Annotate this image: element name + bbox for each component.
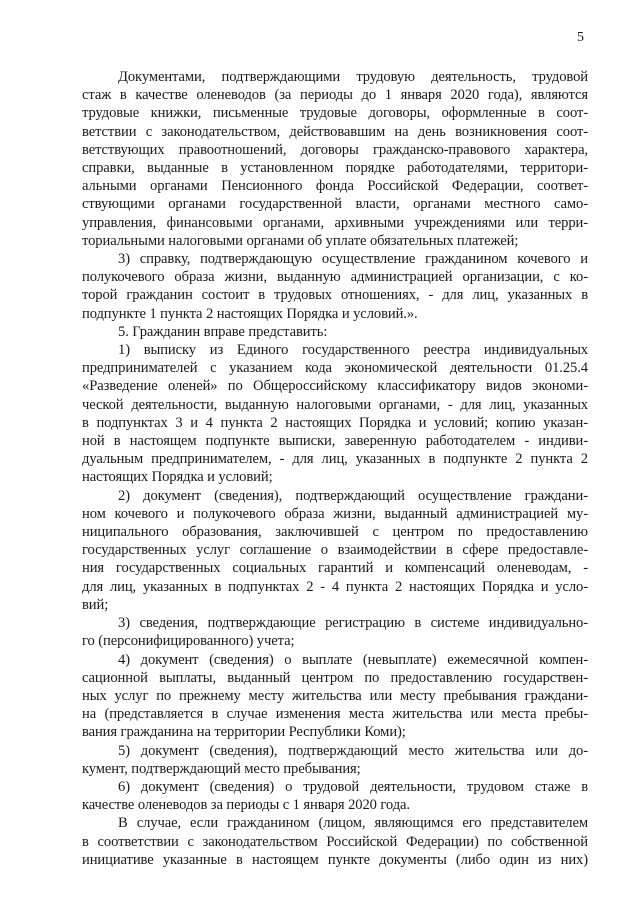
text-line: справки, выданные в установленном порядке работодателями, территори- <box>82 160 588 177</box>
paragraph-item-2-document <box>82 487 588 614</box>
text-line: го (персонифицированного) учета; <box>82 633 295 650</box>
text-line: 5. Гражданин вправе представить: <box>118 323 328 340</box>
text-line: в соответствии с законодательством Российской Федерации) по собственной <box>82 833 588 850</box>
text-line: ном кочевого и полукочевого образа жизни, выданный администрацией му- <box>82 505 588 522</box>
text-line: стаж в качестве оленеводов (за периоды до 1 января 2020 года), являются <box>82 87 588 104</box>
text-line: ветствующих правоотношений, договоры гражданско-правового характера, <box>82 141 588 158</box>
text-line: полукочевого образа жизни, выданную администрацией организации, с ко- <box>82 269 588 286</box>
paragraph-item-5-residence <box>82 742 588 778</box>
text-line: Документами, подтверждающими трудовую деятельность, трудовой <box>118 69 588 85</box>
text-line: торой гражданин состоит в трудовых отношениях, - для лиц, указанных в <box>82 287 588 304</box>
text-line: В случае, если гражданином (лицом, являющимся его представителем <box>118 815 588 832</box>
text-line: качестве оленеводов за периоды с 1 января 2020 года. <box>82 797 410 814</box>
page-number: 5 <box>577 30 584 45</box>
text-line: управления, финансовыми органами, архивными учреждениями или терри- <box>82 214 588 231</box>
paragraph-item-1-extract <box>82 341 588 487</box>
text-line: ния государственных социальных гарантий и компенсаций оленеводам, - <box>82 560 588 577</box>
text-line: на (представляется в случае изменения места жительства или места пребы- <box>82 706 588 723</box>
text-line: ческой деятельности, выданную налоговыми органами, - для лиц, указанных <box>82 396 588 413</box>
paragraph-item-3-registration <box>82 614 588 650</box>
paragraph-item-4-payment <box>82 651 588 742</box>
text-line: государственных услуг соглашение о взаимодействии в сфере предоставле- <box>82 542 588 559</box>
text-line: вания гражданина на территории Республики Коми); <box>82 724 406 741</box>
text-line: дуальным предпринимателем, - для лиц, указанных в подпункте 2 пункта 2 <box>82 451 588 468</box>
text-line: сационной выплаты, выданный центром по предоставлению государствен- <box>82 669 588 686</box>
text-line: подпункте 1 пункта 2 настоящих Порядка и условий.». <box>82 305 418 322</box>
paragraph-item-3-certificate <box>82 250 588 323</box>
paragraph-section-5-heading <box>82 323 588 341</box>
paragraph-own-initiative <box>82 814 588 869</box>
text-line: «Разведение оленей» по Общероссийскому классификатору видов экономи- <box>82 378 588 395</box>
text-line: трудовые книжки, письменные трудовые договоры, оформленные в соот- <box>82 105 588 122</box>
text-line: 1) выписку из Единого государственного реестра индивидуальных <box>118 342 588 359</box>
text-line: инициативе указанные в настоящем пункте документы (либо один из них) <box>82 851 588 868</box>
paragraph-item-6-work-record <box>82 778 588 814</box>
text-line: ветствии с законодательством, действовавшим на день возникновения соот- <box>82 123 588 140</box>
text-line: 3) справку, подтверждающую осуществление гражданином кочевого и <box>118 251 588 268</box>
text-line: 5) документ (сведения), подтверждающий место жительства или до- <box>118 742 588 759</box>
text-line: вий; <box>82 596 109 613</box>
document-body <box>82 68 588 869</box>
text-line: ных услуг по прежнему месту жительства или месту пребывания граждани- <box>82 687 588 704</box>
text-line: альными органами Пенсионного фонда Российской Федерации, соответ- <box>82 178 588 195</box>
text-line: ториальными налоговыми органами об уплате обязательных платежей; <box>82 232 519 249</box>
text-line: ствующими органами государственной власти, органами местного само- <box>82 196 588 213</box>
text-line: ной в настоящем подпункте выписки, заверенную работодателем - индиви- <box>82 433 588 450</box>
text-line: настоящих Порядка и условий; <box>82 469 273 486</box>
text-line: в подпунктах 3 и 4 пункта 2 настоящих Порядка и условий; копию указан- <box>82 414 588 431</box>
text-line: 6) документ (сведения) о трудовой деятельности, трудовом стаже в <box>118 778 588 795</box>
text-line: 4) документ (сведения) о выплате (невыплате) ежемесячной компен- <box>118 651 588 668</box>
text-line: ниципального образования, заключившей с центром по предоставлению <box>82 524 588 541</box>
text-line: предпринимателей с указанием кода экономической деятельности 01.25.4 <box>82 360 588 377</box>
text-line: 2) документ (сведения), подтверждающий осуществление граждани- <box>118 487 588 504</box>
text-line: 3) сведения, подтверждающие регистрацию в системе индивидуально- <box>118 615 588 632</box>
paragraph-documents-confirming-work <box>82 68 588 250</box>
text-line: для лиц, указанных в подпунктах 2 - 4 пункта 2 настоящих Порядка и усло- <box>82 578 588 595</box>
text-line: кумент, подтверждающий место пребывания; <box>82 760 361 777</box>
